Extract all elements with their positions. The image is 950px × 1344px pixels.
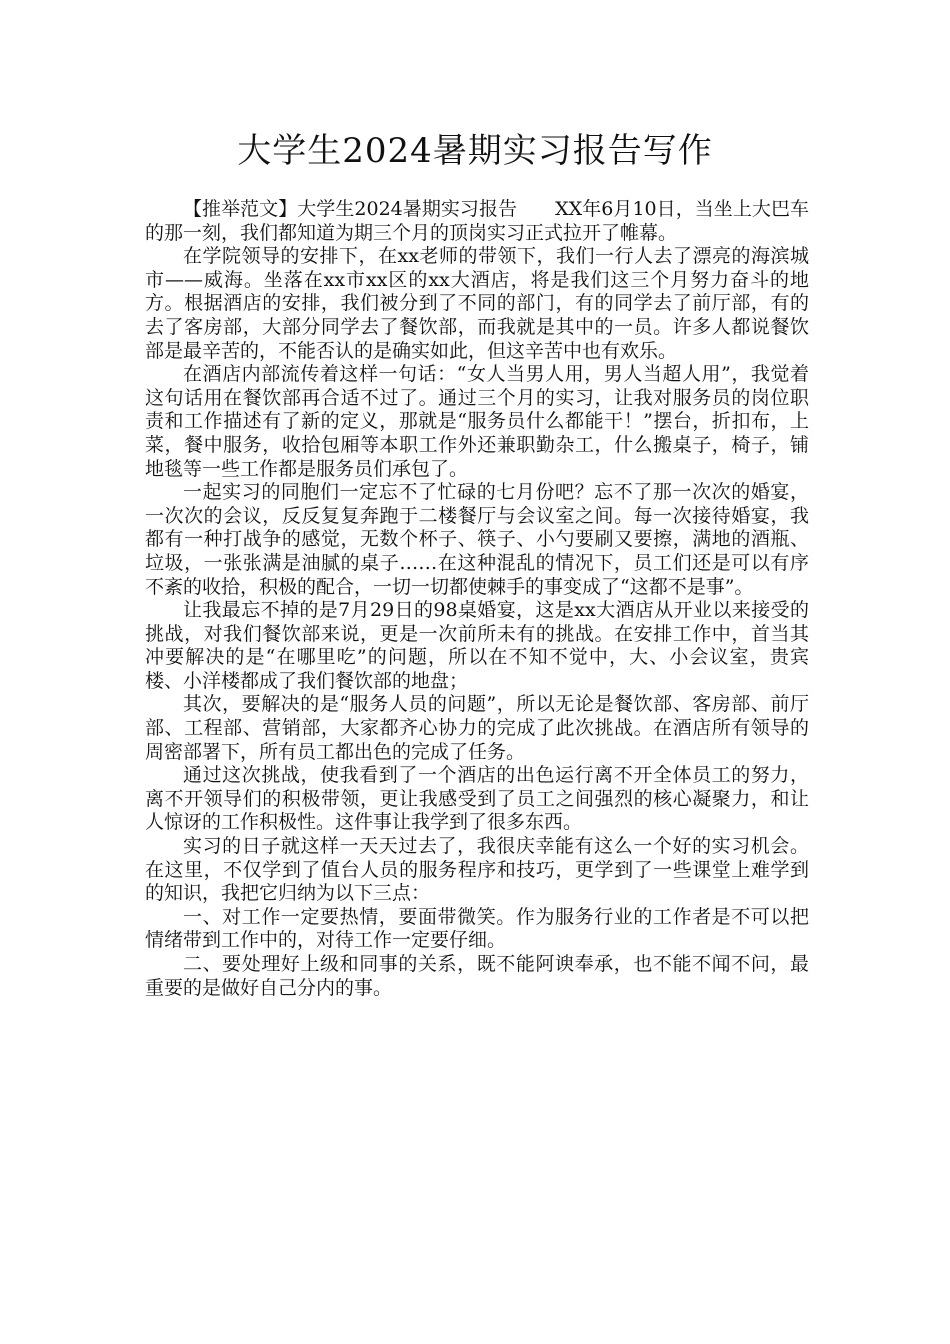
paragraph-9: 一、对工作一定要热情，要面带微笑。作为服务行业的工作者是不可以把情绪带到工作中的，对待工作一定要仔细。: [145, 905, 809, 952]
paragraph-6: 其次，要解决的是“服务人员的问题”，所以无论是餐饮部、客房部、前厅部、工程部、营销部，大家都齐心协力的完成了此次挑战。在酒店所有领导的周密部署下，所有员工都出色的完成了任务。: [145, 693, 809, 763]
paragraph-4: 一起实习的同胞们一定忘不了忙碌的七月份吧？忘不了那一次次的婚宴，一次次的会议，反反复复奔跑于二楼餐厅与会议室之间。每一次接待婚宴，我都有一种打战争的感觉，无数个杯子、筷子、小勺要刷又要擦，满地的酒瓶、垃圾，一张张满是油腻的桌子……在这种混乱的情况下，员工们还是可以有序不紊的收拾，积极的配合，一切一切都使棘手的事变成了“这都不是事”。: [145, 481, 809, 598]
paragraph-7: 通过这次挑战，使我看到了一个酒店的出色运行离不开全体员工的努力，离不开领导们的积极带领，更让我感受到了员工之间强烈的核心凝聚力，和让人惊讶的工作积极性。这件事让我学到了很多东西。: [145, 764, 809, 834]
paragraph-1: 【推举范文】大学生2024暑期实习报告 XX年6月10日，当坐上大巴车的那一刻，我们都知道为期三个月的顶岗实习正式拉开了帷幕。: [145, 198, 809, 244]
document-title: 大学生2024暑期实习报告写作: [237, 131, 713, 171]
paragraph-2: 在学院领导的安排下，在xx老师的带领下，我们一行人去了漂亮的海滨城市——威海。坐落在xx市xx区的xx大酒店，将是我们这三个月努力奋斗的地方。根据酒店的安排，我们被分到了不同的部门，有的同学去了前厅部，有的去了客房部，大部分同学去了餐饮部，而我就是其中的一员。许多人都说餐饮部是最辛苦的，不能否认的是确实如此，但这辛苦中也有欢乐。: [145, 245, 809, 362]
paragraph-10: 二、要处理好上级和同事的关系，既不能阿谀奉承，也不能不闻不问，最重要的是做好自己分内的事。: [145, 953, 809, 999]
paragraph-3: 在酒店内部流传着这样一句话：“女人当男人用，男人当超人用”，我觉着这句话用在餐饮部再合适不过了。通过三个月的实习，让我对服务员的岗位职责和工作描述有了新的定义，那就是“服务员什么都能干！”摆台，折扣布，上菜，餐中服务，收拾包厢等本职工作外还兼职勤杂工，什么搬桌子，椅子，铺地毯等一些工作都是服务员们承包了。: [145, 363, 809, 480]
paragraph-5: 让我最忘不掉的是7月29日的98桌婚宴，这是xx大酒店从开业以来接受的挑战，对我们餐饮部来说，更是一次前所未有的挑战。在安排工作中，首当其冲要解决的是“在哪里吃”的问题，所以在不知不觉中，大、小会议室，贵宾楼、小洋楼都成了我们餐饮部的地盘；: [145, 599, 809, 692]
paragraph-8: 实习的日子就这样一天天过去了，我很庆幸能有这么一个好的实习机会。在这里，不仅学到了值台人员的服务程序和技巧，更学到了一些课堂上难学到的知识，我把它归纳为以下三点：: [145, 835, 809, 905]
document-body: [145, 198, 809, 1000]
